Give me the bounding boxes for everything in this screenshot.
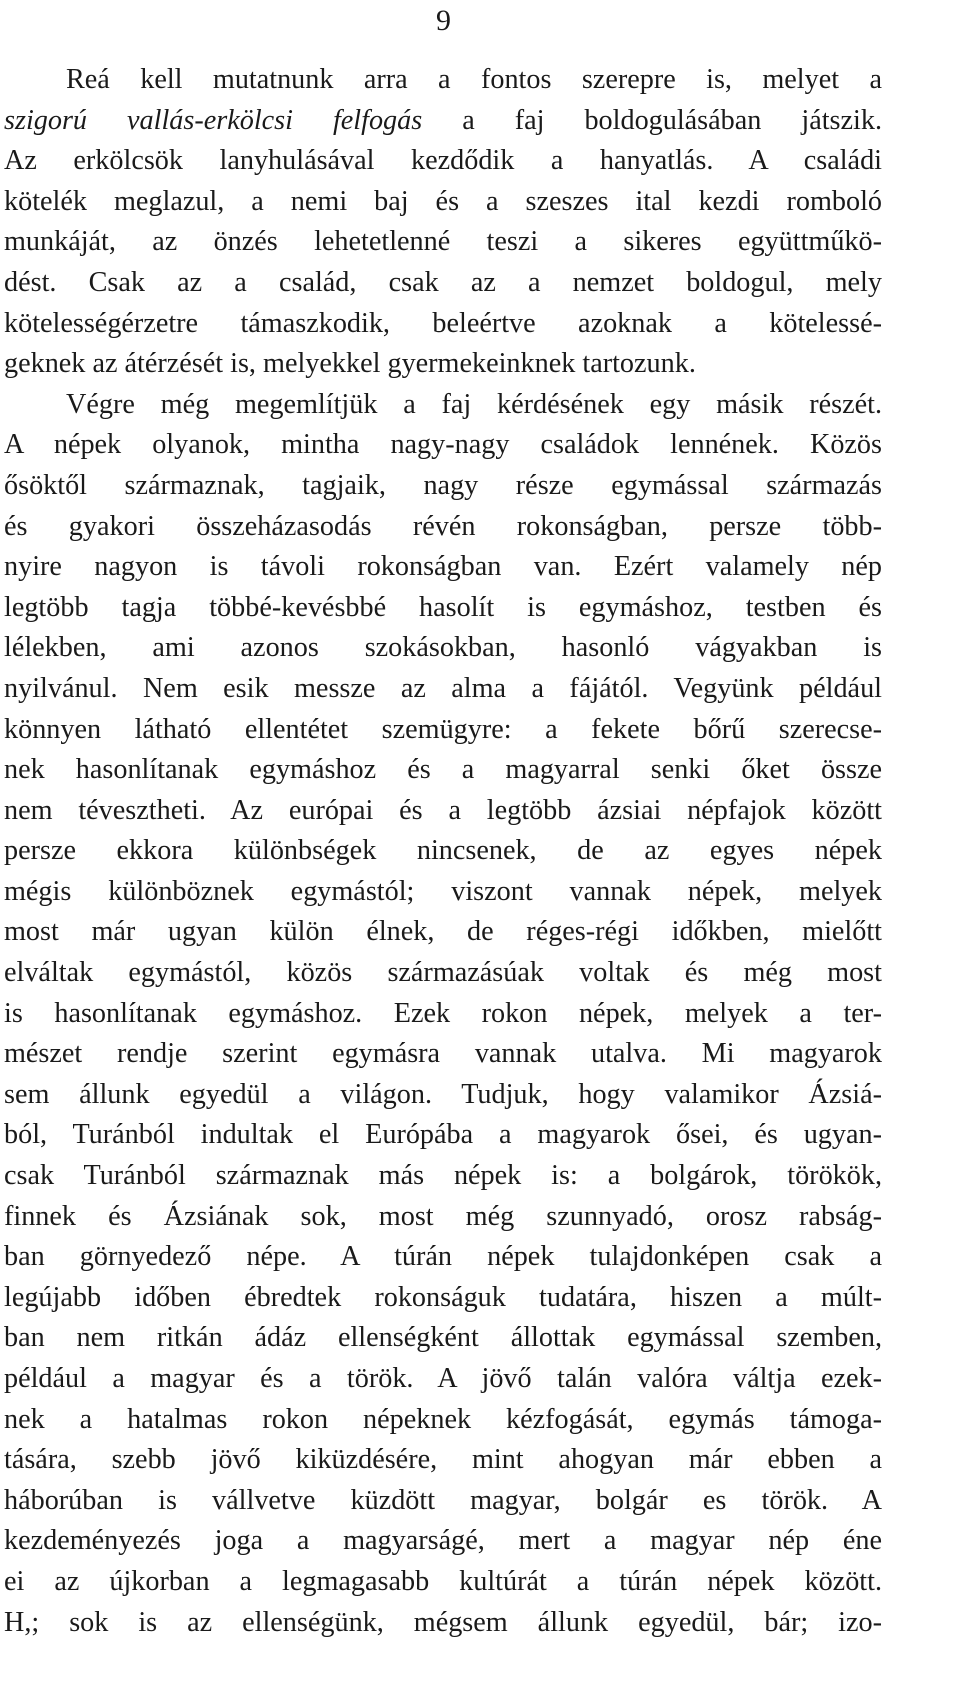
text-line <box>4 466 882 507</box>
text-line <box>4 507 882 548</box>
text-segment: Végre még megemlítjük a faj kérdésének egy másik részét. <box>66 388 882 420</box>
text-line <box>4 1400 882 1441</box>
text-line <box>4 953 882 994</box>
text-segment: ősöktől származnak, tagjaik, nagy része egymással származás <box>4 469 882 501</box>
text-line <box>4 1562 882 1603</box>
text-line <box>4 547 882 588</box>
text-segment: például a magyar és a török. A jövő talán valóra váltja ezek- <box>4 1363 882 1394</box>
text-segment: is hasonlítanak egymáshoz. Ezek rokon népek, melyek a ter- <box>4 997 882 1029</box>
italic-text: szigorú vallás-erkölcsi felfogás <box>4 104 423 136</box>
text-segment: legújabb időben ébredtek rokonságuk tudatára, hiszen a múlt- <box>4 1281 882 1313</box>
text-line <box>4 182 882 223</box>
text-line <box>4 1318 882 1359</box>
text-line <box>4 1359 882 1400</box>
text-segment: nek a hatalmas rokon népeknek kézfogását, egymás támoga- <box>4 1403 882 1435</box>
text-segment: Az erkölcsök lanyhulásával kezdődik a hanyatlás. A családi <box>4 145 882 177</box>
text-segment: tására, szebb jövő kiküzdésére, mint ahogyan már ebben a <box>4 1444 882 1476</box>
text-line <box>4 791 882 832</box>
text-line <box>4 1115 882 1156</box>
text-segment: nek hasonlítanak egymáshoz és a magyarral senki őket össze <box>4 754 882 786</box>
text-segment: geknek az átérzését is, melyekkel gyermekeinknek tartozunk. <box>4 348 696 380</box>
text-line <box>4 831 882 872</box>
text-line <box>4 263 882 304</box>
text-segment: kezdeményezés joga a magyarságé, mert a magyar nép éne <box>4 1525 882 1557</box>
text-line <box>4 1440 882 1481</box>
text-segment: kötelék meglazul, a nemi baj és a szeszes ital kezdi romboló <box>4 185 882 217</box>
text-segment: nyire nagyon is távoli rokonságban van. Ezért valamely nép <box>4 551 882 583</box>
text-line <box>4 344 882 385</box>
text-line <box>4 1156 882 1197</box>
text-line <box>4 1278 882 1319</box>
text-line <box>4 750 882 791</box>
text-segment: könnyen látható ellentétet szemügyre: a fekete bőrű szerecse- <box>4 713 882 745</box>
paragraph <box>4 60 882 385</box>
text-line <box>4 141 882 182</box>
text-line <box>4 994 882 1035</box>
text-segment: dést. Csak az a család, csak az a nemzet boldogul, mely <box>4 266 882 298</box>
text-segment: A népek olyanok, mintha nagy-nagy családok lennének. Közös <box>4 429 882 461</box>
text-line <box>4 872 882 913</box>
text-line <box>4 385 882 426</box>
page-number: 9 <box>436 4 451 37</box>
text-line <box>4 425 882 466</box>
text-line <box>4 60 882 101</box>
text-segment: Reá kell mutatnunk arra a fontos szerepre is, melyet a <box>66 64 882 95</box>
text-segment: háborúban is vállvetve küzdött magyar, bolgár es török. A <box>4 1484 882 1516</box>
text-segment: munkáját, az önzés lehetetlenné teszi a sikeres együttműkö- <box>4 226 882 258</box>
text-segment: kötelességérzetre támaszkodik, beleértve azoknak a kötelessé- <box>4 307 882 339</box>
text-segment: a faj boldogulásában játszik. <box>422 104 882 136</box>
text-line <box>4 912 882 953</box>
body-text <box>4 60 882 1643</box>
text-segment: H,; sok is az ellenségünk, mégsem állunk egyedül, bár; izo- <box>4 1606 882 1638</box>
text-segment: és gyakori összeházasodás révén rokonságban, persze több- <box>4 510 882 542</box>
text-line <box>4 1034 882 1075</box>
text-segment: sem állunk egyedül a világon. Tudjuk, hogy valamikor Ázsiá- <box>4 1078 882 1110</box>
text-line <box>4 101 882 142</box>
text-line <box>4 1237 882 1278</box>
text-line <box>4 304 882 345</box>
text-segment: ból, Turánból indultak el Európába a magyarok ősei, és ugyan- <box>4 1119 882 1151</box>
text-segment: most már ugyan külön élnek, de réges-régi időkben, mielőtt <box>4 916 882 948</box>
text-line <box>4 669 882 710</box>
text-line <box>4 1603 882 1644</box>
text-segment: lélekben, ami azonos szokásokban, hasonló vágyakban is <box>4 632 882 664</box>
text-line <box>4 1521 882 1562</box>
text-line <box>4 710 882 751</box>
text-segment: nyilvánul. Nem esik messze az alma a fájától. Vegyünk például <box>4 672 882 704</box>
text-line <box>4 222 882 263</box>
text-segment: elváltak egymástól, közös származásúak voltak és még most <box>4 957 882 989</box>
text-line <box>4 1075 882 1116</box>
text-line <box>4 1481 882 1522</box>
text-segment: ei az újkorban a legmagasabb kultúrát a túrán népek között. <box>4 1565 882 1597</box>
text-segment: mészet rendje szerint egymásra vannak utalva. Mi magyarok <box>4 1038 882 1070</box>
text-segment: legtöbb tagja többé-kevésbbé hasolít is egymáshoz, testben és <box>4 591 882 623</box>
paragraph <box>4 385 882 1643</box>
text-line <box>4 1197 882 1238</box>
text-line <box>4 588 882 629</box>
text-segment: persze ekkora különbségek nincsenek, de az egyes népek <box>4 835 882 867</box>
text-line <box>4 628 882 669</box>
text-segment: finnek és Ázsiának sok, most még szunnyadó, orosz rabság- <box>4 1200 882 1232</box>
text-segment: ban nem ritkán ádáz ellenségként állottak egymással szemben, <box>4 1322 882 1354</box>
text-segment: csak Turánból származnak más népek is: a bolgárok, törökök, <box>4 1160 882 1192</box>
text-segment: nem tévesztheti. Az európai és a legtöbb ázsiai népfajok között <box>4 794 882 826</box>
text-segment: mégis különböznek egymástól; viszont vannak népek, melyek <box>4 875 882 907</box>
text-segment: ban görnyedező népe. A túrán népek tulajdonképen csak a <box>4 1241 882 1273</box>
